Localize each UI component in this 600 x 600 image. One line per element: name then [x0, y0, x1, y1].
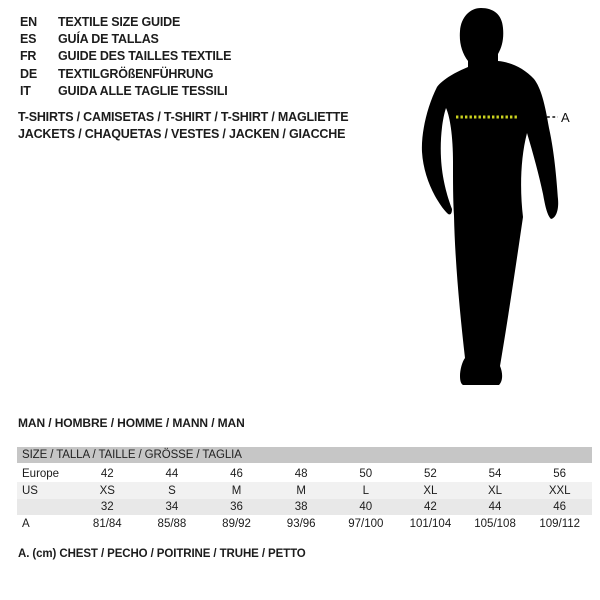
measure-label-a: A	[561, 110, 570, 125]
cell: 105/108	[474, 517, 516, 530]
cell: 54	[488, 467, 502, 480]
language-row	[20, 48, 231, 65]
cell: 46	[230, 467, 243, 480]
language-row	[20, 13, 231, 30]
language-row	[20, 83, 231, 100]
cell: 40	[359, 501, 373, 513]
cell: S	[168, 484, 176, 497]
table-row-chest	[17, 515, 592, 532]
measurement-footnote: A. (cm) CHEST / PECHO / POITRINE / TRUHE / PETTO	[18, 548, 306, 560]
cell: 44	[488, 501, 502, 513]
cell: 48	[294, 467, 308, 480]
cell: 42	[424, 501, 437, 513]
cell: M	[296, 484, 306, 497]
cell: M	[231, 484, 242, 497]
table-row-europe	[17, 465, 592, 482]
table-row-us	[17, 482, 592, 499]
cell: 89/92	[222, 517, 251, 530]
cell: 85/88	[157, 517, 187, 530]
cell: 38	[294, 501, 308, 513]
cell: 93/96	[286, 517, 316, 530]
cell: 81/84	[92, 517, 122, 530]
language-list	[20, 13, 231, 100]
language-label: GUIDA ALLE TAGLIE TESSILI	[58, 84, 228, 99]
cell: 52	[424, 467, 437, 480]
language-row	[20, 30, 231, 47]
table-row-us-numeric	[17, 499, 592, 515]
cell: 34	[165, 501, 179, 513]
section-title: MAN / HOMBRE / HOMME / MANN / MAN	[18, 416, 245, 430]
language-code: EN	[20, 14, 37, 29]
cell: XXL	[548, 484, 571, 497]
language-row	[20, 65, 231, 82]
size-table	[17, 447, 592, 532]
row-label: Europe	[22, 467, 60, 480]
cell: 36	[230, 501, 243, 513]
cell: 42	[100, 467, 114, 480]
category-list	[18, 109, 348, 144]
cell: 97/100	[348, 517, 384, 530]
language-code: ES	[20, 32, 37, 47]
row-label: US	[22, 484, 38, 497]
language-label: TEXTILE SIZE GUIDE	[58, 14, 181, 29]
language-code: FR	[20, 49, 37, 64]
language-code: DE	[20, 66, 37, 81]
cell: XL	[423, 484, 438, 497]
cell: 46	[553, 501, 567, 513]
row-label: A	[22, 517, 30, 530]
cell: 32	[100, 501, 114, 513]
category-line-tshirts: T-SHIRTS / CAMISETAS / T-SHIRT / T-SHIRT / MAGLIETTE	[18, 110, 349, 124]
category-line-jackets: JACKETS / CHAQUETAS / VESTES / JACKEN / GIACCHE	[18, 127, 346, 142]
language-code: IT	[20, 84, 31, 99]
cell: 56	[553, 467, 567, 480]
cell: 101/104	[409, 517, 452, 530]
cell: XS	[99, 484, 115, 497]
cell: XL	[488, 484, 503, 497]
man-silhouette	[422, 8, 558, 385]
table-header: SIZE / TALLA / TAILLE / GRÖSSE / TAGLIA	[17, 447, 592, 463]
cell: L	[362, 484, 370, 497]
man-silhouette-figure	[410, 0, 570, 400]
cell: 109/112	[539, 517, 581, 530]
language-label: GUIDE DES TAILLES TEXTILE	[58, 49, 232, 64]
language-label: TEXTILGRÖßENFÜHRUNG	[58, 66, 214, 81]
language-label: GUÍA DE TALLAS	[58, 32, 159, 47]
cell: 50	[359, 467, 373, 480]
cell: 44	[165, 467, 179, 480]
silhouette-svg	[410, 0, 570, 400]
